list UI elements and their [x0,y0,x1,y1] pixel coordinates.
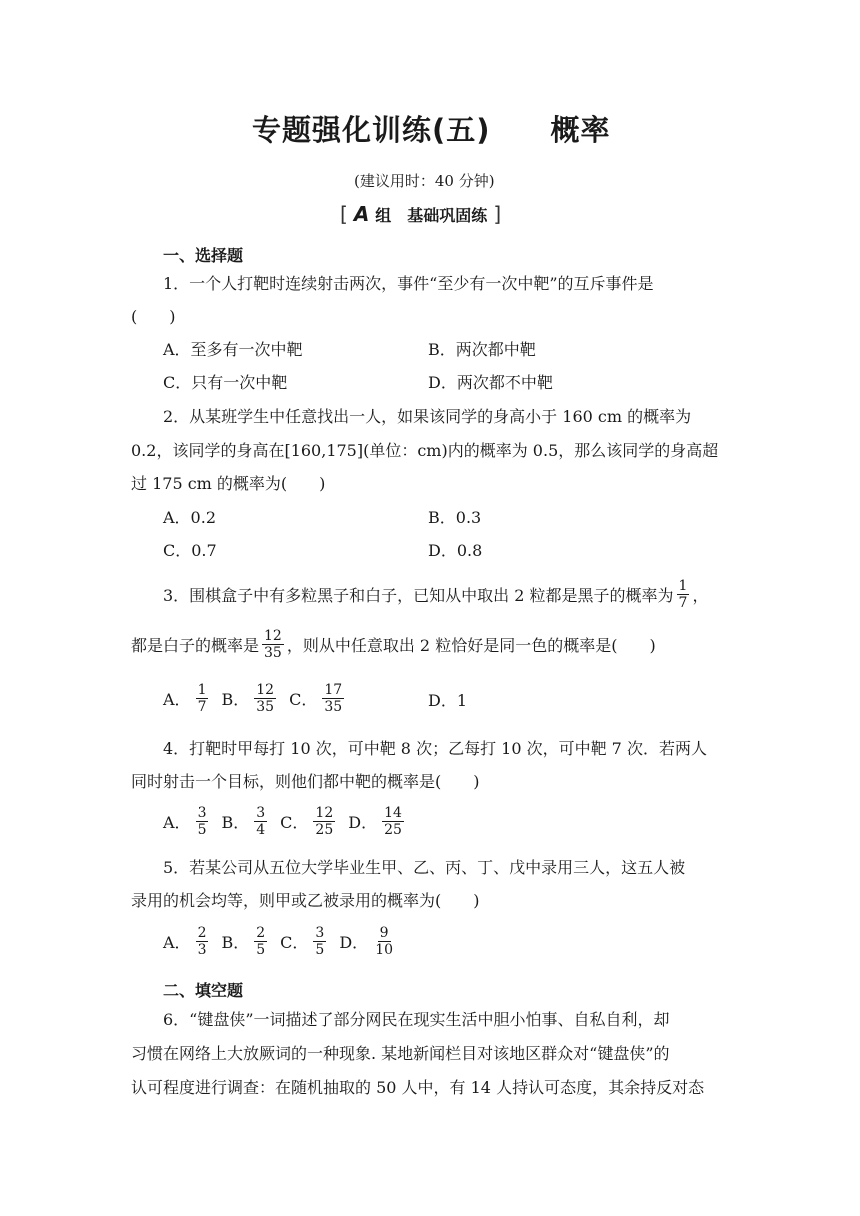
q2-line1: 2．从某班学生中任意找出一人，如果该同学的身高小于 160 cm 的概率为 [163,407,692,426]
fraction-denominator: 25 [384,822,402,838]
fraction-denominator: 3 [197,942,207,958]
bracket-left: [ [340,202,348,226]
fraction-numerator: 3 [256,805,266,821]
q4-option-d-letter: D． [348,813,378,832]
q3-option-a-fraction [196,682,209,715]
q2-option-b: B．0.3 [428,508,482,527]
time-note: (建议用时：40 分钟) [354,172,495,190]
q6-line2: 习惯在网络上大放厥词的一种现象. 某地新闻栏目对该地区群众对“键盘侠”的 [131,1044,670,1063]
q6-line1: 6．“键盘侠”一词描述了部分网民在现实生活中胆小怕事、自私自利，却 [163,1010,670,1029]
fraction-numerator: 1 [197,682,207,698]
q5-option-c-letter: C． [280,933,309,952]
fraction-numerator: 12 [315,805,334,821]
fraction-numerator: 1 [678,578,688,594]
q3-option-a-letter: A． [163,690,191,709]
q3-option-d [428,691,467,711]
q3-fraction-black [677,578,690,611]
q2-option-c: C．0.7 [163,541,217,560]
q4-line1: 4．打靶时甲每打 10 次，可中靶 8 次；乙每打 10 次，可中靶 7 次．若两人 [163,739,707,758]
q1-option-c: C．只有一次中靶 [163,373,288,392]
q2-line3: 过 175 cm 的概率为( ) [131,474,326,493]
q3-options-abc [163,682,347,715]
q6-line3: 认可程度进行调查：在随机抽取的 50 人中，有 14 人持认可态度，其余持反对态 [131,1078,705,1097]
q1-option-a: A．至多有一次中靶 [163,340,303,359]
q3-line1-text: 3．围棋盒子中有多粒黑子和白子，已知从中取出 2 粒都是黑子的概率为 [163,586,674,605]
q3-option-b-letter: B． [221,690,250,709]
q5-option-a-letter: A． [163,933,191,952]
q4-option-d-fraction [382,805,404,838]
q3-line1 [163,578,708,611]
q4-option-b-letter: B． [221,813,250,832]
fraction-numerator: 9 [379,925,389,941]
q2-line2: 0.2，该同学的身高在[160,175](单位：cm)内的概率为 0.5，那么该同学的身高超 [131,441,719,460]
q2-option-d: D．0.8 [428,541,483,560]
fraction-denominator: 35 [256,699,275,715]
fraction-denominator: 25 [315,822,334,838]
fraction-denominator: 5 [197,822,207,838]
fraction-numerator: 2 [197,925,207,941]
q3-line1-end: ， [692,586,709,605]
q3-line2-pre: 都是白子的概率是 [131,636,260,655]
q4-option-b-fraction [254,805,267,838]
q2-option-a: A．0.2 [163,508,217,527]
q5-option-b-letter: B． [221,933,250,952]
fraction-denominator: 5 [256,942,266,958]
fraction-denominator: 35 [324,699,343,715]
fraction-denominator: 35 [264,645,282,661]
fraction-denominator: 5 [315,942,325,958]
q4-option-c-letter: C． [280,813,309,832]
group-heading [340,202,501,226]
group-letter: A [353,202,370,226]
q4-option-a-letter: A． [163,813,191,832]
q3-fraction-white [262,628,284,661]
group-label: 组 基础巩固练 [375,205,488,225]
q5-option-a-fraction [196,925,209,958]
fraction-numerator: 12 [256,682,275,698]
q1-line2: ( ) [131,307,176,326]
fraction-numerator: 3 [315,925,325,941]
bracket-right: ] [493,202,502,226]
q3-line2-post: ，则从中任意取出 2 粒恰好是同一色的概率是( ) [286,636,656,655]
fraction-numerator: 17 [324,682,343,698]
q4-options [163,805,407,838]
fraction-denominator: 7 [197,699,207,715]
q3-option-d-letter: D． [428,691,457,710]
q3-line2 [131,628,656,661]
fraction-denominator: 7 [678,595,688,611]
section-choice: 一、选择题 [163,246,244,265]
q5-option-c-fraction [313,925,326,958]
fraction-numerator: 2 [256,925,266,941]
q4-option-c-fraction [313,805,335,838]
q5-option-b-fraction [254,925,267,958]
q4-line2: 同时射击一个目标，则他们都中靶的概率是( ) [131,772,480,791]
fraction-denominator: 10 [375,942,394,958]
q1-line1: 1．一个人打靶时连续射击两次，事件“至少有一次中靶”的互斥事件是 [163,274,654,293]
q3-option-c-letter: C． [289,690,318,709]
q3-option-d-value: 1 [456,691,468,710]
q5-options [163,925,398,958]
q5-option-d-letter: D． [339,933,369,952]
q3-option-c-fraction [322,682,344,715]
q5-line1: 5．若某公司从五位大学毕业生甲、乙、丙、丁、戊中录用三人，这五人被 [163,858,686,877]
fraction-denominator: 4 [256,822,266,838]
section-fill: 二、填空题 [163,981,244,1000]
page-title: 专题强化训练(五) 概率 [252,113,611,147]
fraction-numerator: 3 [197,805,207,821]
q1-option-b: B．两次都中靶 [428,340,536,359]
q5-line2: 录用的机会均等，则甲或乙被录用的概率为( ) [131,891,480,910]
fraction-numerator: 14 [384,805,402,821]
q3-option-b-fraction [254,682,276,715]
q5-option-d-fraction [373,925,395,958]
q1-option-d: D．两次都不中靶 [428,373,553,392]
fraction-numerator: 12 [264,628,282,644]
q4-option-a-fraction [196,805,209,838]
